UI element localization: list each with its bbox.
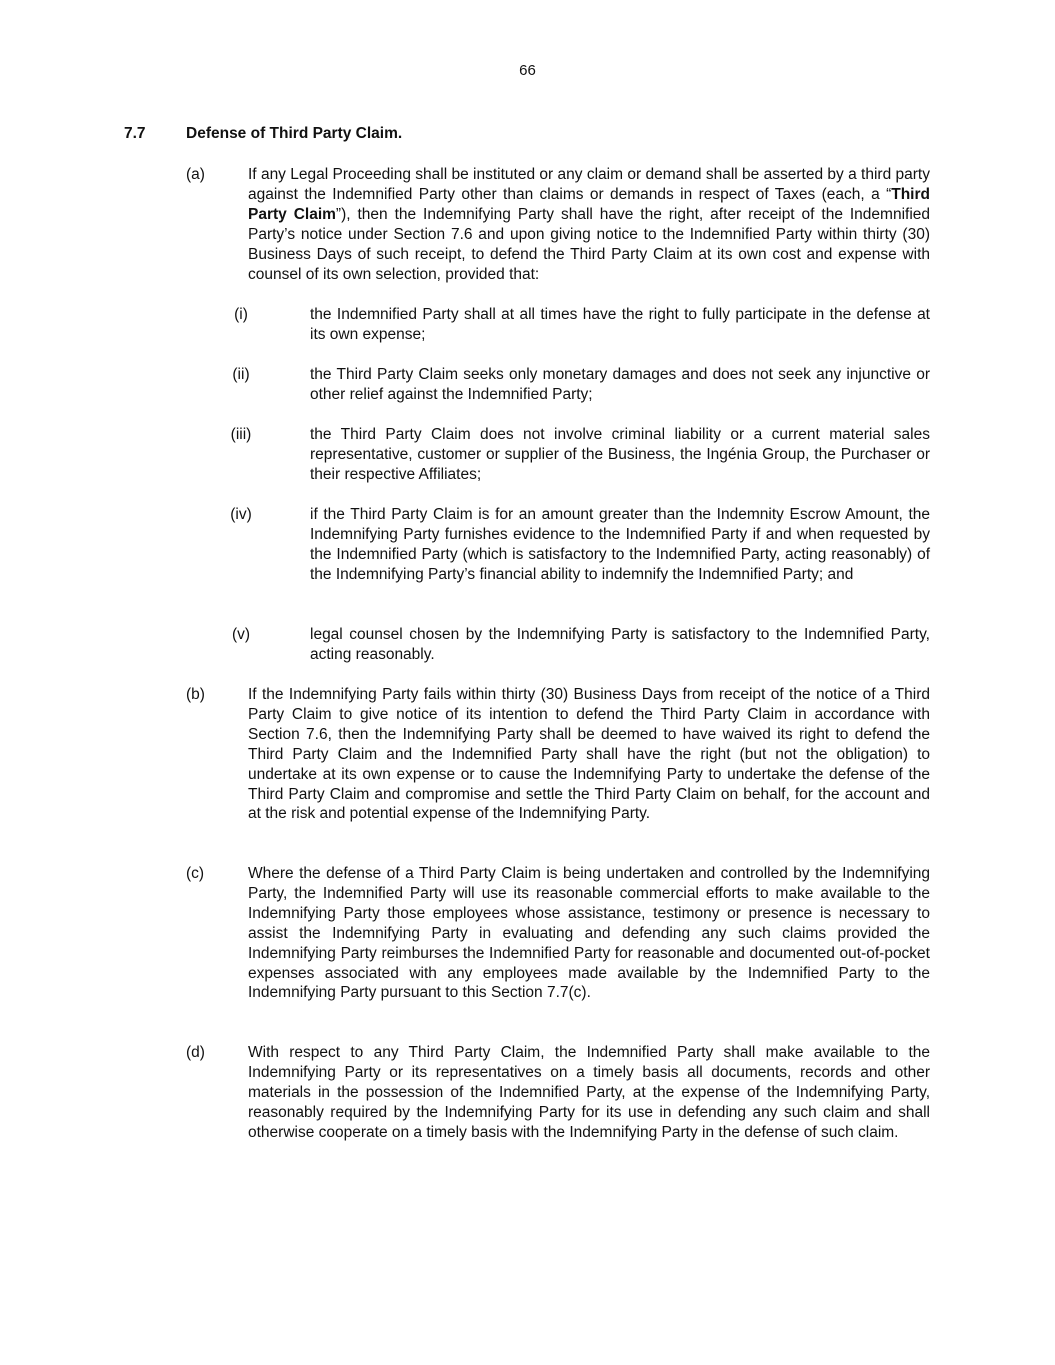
subparagraph-label: (ii) [232,366,250,383]
section-title: Defense of Third Party Claim. [186,125,403,142]
paragraph-text: With respect to any Third Party Claim, the Indemnified Party shall make available to the Indemnifying Party or its representatives on a timely basis all documents, records and other materials in the possession of the Indemnified Party, at the expense of the Indemnifying Party, reasonably required by the Indemnifying Party for its use in defending any such claim and shall otherwise cooperate on a timely basis with the Indemnifying Party in the defense of such claim. [248,1044,930,1141]
defined-term: Third Party Claim [248,185,930,223]
paragraph-b [186,685,930,824]
subparagraph-label: (iv) [230,506,252,523]
subparagraph-text: if the Third Party Claim is for an amount greater than the Indemnity Escrow Amount, the Indemnifying Party furnishes evidence to the Indemnified Party if and when requested by the Indemnified Party (which is satisfactory to the Indemnified Party, acting reasonably) of the Indemnifying Party’s financial ability to indemnify the Indemnified Party; and [310,506,930,583]
subparagraph-label: (i) [234,306,248,323]
paragraph-label: (c) [186,865,205,882]
subparagraph-text: the Indemnified Party shall at all times have the right to fully participate in the defense at its own expense; [310,306,930,343]
subparagraph-iii [220,425,930,485]
page-number: 66 [519,62,536,79]
section-number: 7.7 [124,125,146,142]
subparagraph-ii [220,365,930,405]
paragraph-label: (d) [186,1044,205,1061]
subparagraph-label: (v) [231,626,251,643]
section-heading [124,124,402,144]
paragraph-label: (a) [186,166,205,183]
paragraph-d [186,1043,930,1143]
subparagraph-i [220,305,930,345]
paragraph-label: (b) [186,686,205,703]
subparagraph-iv [220,505,930,585]
subparagraph-text: the Third Party Claim does not involve criminal liability or a current material sales representative, customer or supplier of the Business, the Ingénia Group, the Purchaser or their respective Affiliates; [310,426,930,483]
paragraph-c [186,864,930,1003]
subparagraph-label: (iii) [230,426,252,443]
subparagraph-text: the Third Party Claim seeks only monetary damages and does not seek any injunctive or other relief against the Indemnified Party; [310,366,930,403]
paragraph-a [186,165,930,284]
paragraph-text: Where the defense of a Third Party Claim is being undertaken and controlled by the Indemnifying Party, the Indemnified Party will use its reasonable commercial efforts to make available to the Indemnifying Party those employees whose assistance, testimony or presence is necessary to assist the Indemnifying Party in evaluating and defending any such claims provided the Indemnifying Party reimburses the Indemnified Party for reasonable and documented out-of-pocket expenses associated with any employees made available by the Indemnified Party to the Indemnifying Party pursuant to this Section 7.7(c). [248,865,930,1002]
subparagraph-v [220,625,930,665]
paragraph-text: If the Indemnifying Party fails within thirty (30) Business Days from receipt of the notice of a Third Party Claim to give notice of its intention to defend the Third Party Claim in accordance with Section 7.6, then the Indemnifying Party shall be deemed to have waived its right to defend the Third Party Claim and the Indemnified Party shall have the right (but not the obligation) to undertake at its own expense or to cause the Indemnifying Party to undertake the defense of the Third Party Claim and compromise and settle the Third Party Claim on behalf, for the account and at the risk and potential expense of the Indemnifying Party. [248,686,930,823]
subparagraph-text: legal counsel chosen by the Indemnifying Party is satisfactory to the Indemnified Party, acting reasonably. [310,626,930,663]
paragraph-text: If any Legal Proceeding shall be instituted or any claim or demand shall be asserted by a third party against the Indemnified Party other than claims or demands in respect of Taxes (each, a “Third Party Claim”), then the Indemnifying Party shall have the right, after receipt of the Indemnified Party’s notice under Section 7.6 and upon giving notice to the Indemnified Party within thirty (30) Business Days of such receipt, to defend the Third Party Claim at its own cost and expense with counsel of its own selection, provided that: [248,166,931,283]
